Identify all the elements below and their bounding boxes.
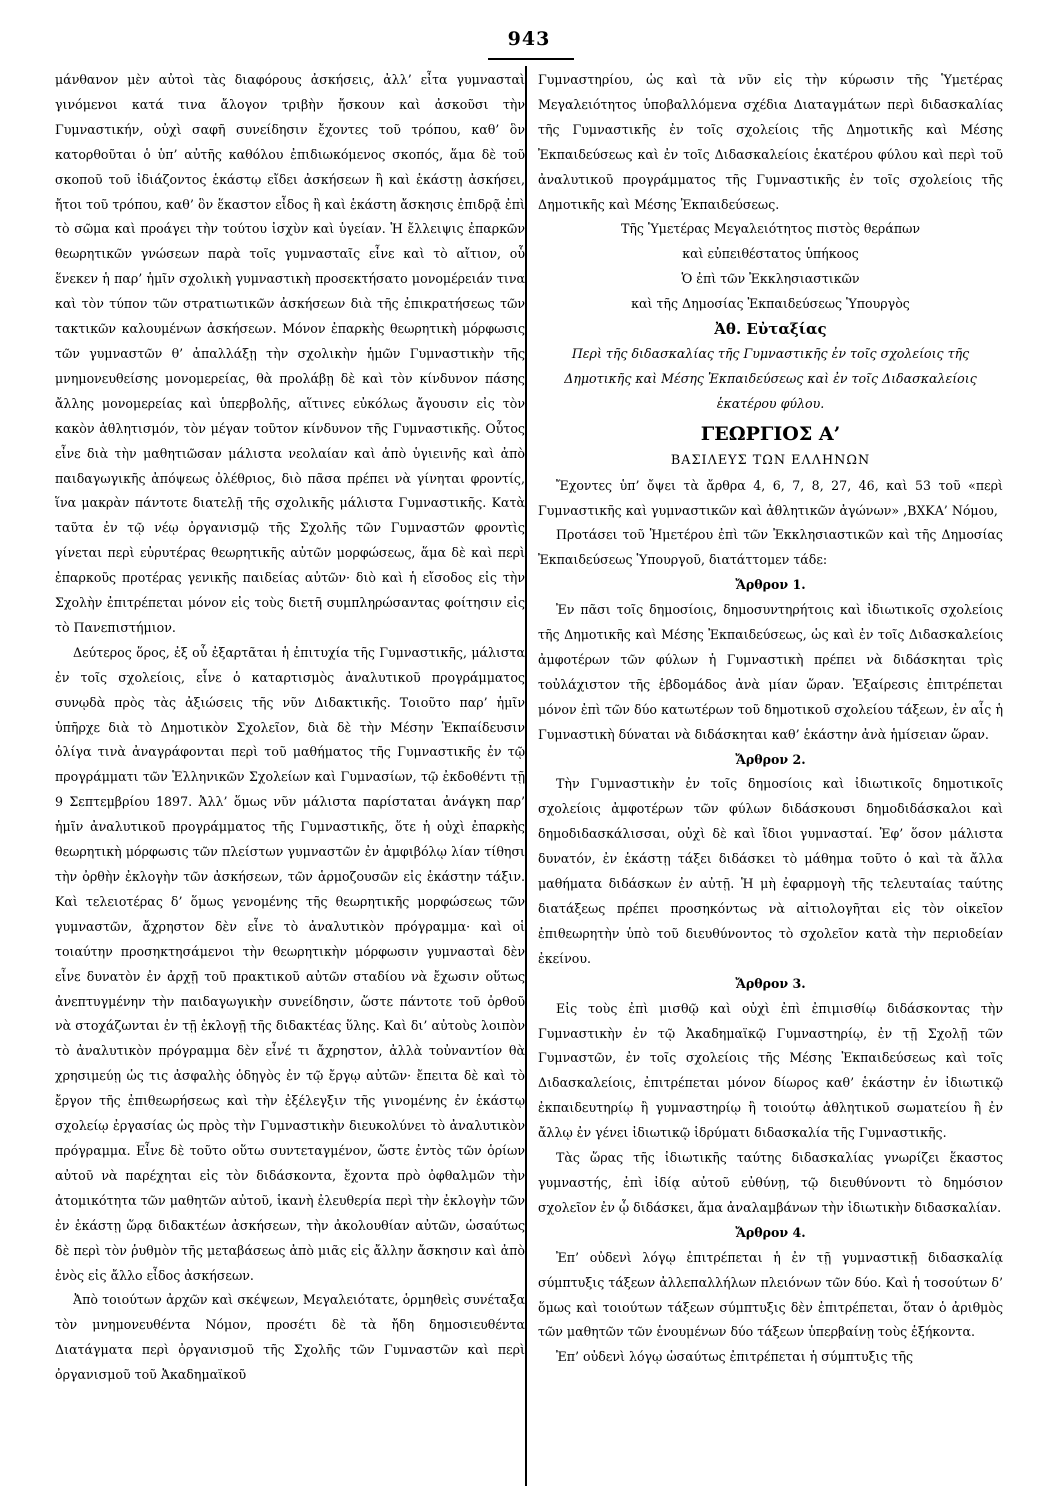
article-4-text-2: Ἐπ’ οὐδενὶ λόγῳ ὡσαύτως ἐπιτρέπεται ἡ σύμπτυξις τῆς [556, 1349, 914, 1365]
signature-line-3: Ὁ ἐπὶ τῶν Ἐκκλησιαστικῶν [681, 271, 860, 287]
page-number-rule [488, 58, 574, 60]
king-heading: ΓΕΩΡΓΙΟΣ Α’ [700, 422, 841, 445]
page-number: 943 [507, 28, 551, 50]
report-conclusion: Γυμναστηρίου, ὡς καὶ τὰ νῦν εἰς τὴν κύρωσιν τῆς Ὑμετέρας Μεγαλειότητος ὑποβαλλόμενα σχέδια Διαταγμάτων περὶ διδασκαλίας τῆς Γυμναστικῆς ἐν τοῖς σχολείοις τῆς Δημοτικῆς καὶ Μέσης Ἐκπαιδεύσεως καὶ ἐν τοῖς Διδασκαλείοις ἑκατέρου φύλου καὶ περὶ τοῦ ἀναλυτικοῦ προγράμματος τῆς Γυμναστικῆς ἐν τοῖς σχολείοις τῆς Δημοτικῆς καὶ Μέσης Ἐκπαιδεύσεως. [538, 72, 1003, 212]
left-paragraph-1: μάνθανον μὲν αὐτοὶ τὰς διαφόρους ἀσκήσεις, ἀλλ’ εἶτα γυμνασταὶ γινόμενοι κατά τινα ἄλογον τριβὴν ἤσκουν καὶ ἀσκοῦσι τὴν Γυμναστικήν, οὐχὶ σαφῆ συνείδησιν ἔχοντες τοῦ τρόπου, καθ’ ὃν κατορθοῦται ὁ ὑπ’ αὐτῆς καθόλου ἐπιδιωκόμενος σκοπός, ἅμα δὲ τοῦ σκοποῦ τοῦ ἰδιάζοντος ἑκάστῳ εἴδει ἀσκήσεων ἢ καὶ ἑκάστῃ ἀσκήσει, ἤτοι τοῦ τρόπου, καθ’ ὃν ἕκαστον εἶδος ἢ καὶ ἑκάστη ἄσκησις ἐπιδρᾷ ἐπὶ τὸ σῶμα καὶ προάγει τὴν τούτου ἰσχὺν καὶ ὑγείαν. Ἡ ἔλλειψις ἐπαρκῶν θεωρητικῶν γνώσεων παρὰ τοῖς γυμνασταῖς εἶνε καὶ τὸ αἴτιον, οὗ ἕνεκεν ἡ παρ’ ἡμῖν σχολικὴ γυμναστικὴ προσεκτήσατο μονομέρειάν τινα καὶ τὸν τύπον τῶν στρατιωτικῶν ἀσκήσεων διὰ τῆς ἐπικρατήσεως τῶν τακτικῶν καλουμένων ἀσκήσεων. Μόνον ἐπαρκὴς θεωρητικὴ μόρφωσις τῶν γυμναστῶν θ’ ἀπαλλάξῃ τὴν σχολικὴν ἡμῶν Γυμναστικὴν τῆς μνημονευθείσης μονομερείας, θὰ προλάβῃ δὲ καὶ τὸν κίνδυνον πάσης ἄλλης μονομερείας καὶ ὑπερβολῆς, αἵτινες εὐκόλως ἄγουσιν εἰς τὸν κακὸν ἀθλητισμόν, τὸν μέγαν τοῦτον κίνδυνον τῆς Γυμναστικῆς. Οὗτος εἶνε διὰ τὴν μαθητιῶσαν μάλιστα νεολαίαν καὶ ἀπὸ ὑγιεινῆς καὶ ἀπὸ παιδαγωγικῆς ἀπόψεως ὀλέθριος, διὸ πᾶσα πρέπει νὰ γίνηται φροντίς, ἵνα μακρὰν πάντοτε διατελῇ τῆς σχολικῆς μάλιστα Γυμναστικῆς. Κατὰ ταῦτα ἐν τῷ νέῳ ὀργανισμῷ τῆς Σχολῆς τῶν Γυμναστῶν φροντὶς γίνεται περὶ εὐρυτέρας θεωρητικῆς αὐτῶν μορφώσεως, ἅμα δὲ καὶ περὶ ἐπαρκοῦς προτέρας γενικῆς παιδείας αὐτῶν· διὸ καὶ ἡ εἴσοδος εἰς τὴν Σχολὴν ἐπιτρέπεται μόνον εἰς τοὺς διετῆ συμπληρώσαντας φοίτησιν εἰς τὸ Πανεπιστήμιον. [55, 72, 525, 635]
preamble-1: Ἔχοντες ὑπ’ ὄψει τὰ ἄρθρα 4, 6, 7, 8, 27, 46, καὶ 53 τοῦ «περὶ Γυμναστικῆς καὶ γυμναστικῶν καὶ ἀθλητικῶν ἀγώνων» ,ΒΧΚΑ’ Νόμου, [538, 477, 1003, 518]
article-2-text: Τὴν Γυμναστικὴν ἐν τοῖς δημοσίοις καὶ ἰδιωτικοῖς δημοτικοῖς σχολείοις ἀμφοτέρων τῶν φύλων διδάσκουσι δημοδιδάσκαλοι καὶ δημοδιδασκάλισσαι, οὐχὶ δὲ καὶ ἴδιοι γυμνασταί. Ἐφ’ ὅσον μάλιστα δυνατόν, ἐν ἑκάστῃ τάξει διδάσκει τὸ μάθημα τοῦτο ὁ καὶ τὰ ἄλλα μαθήματα διδάσκων ἐν αὐτῇ. Ἡ μὴ ἐφαρμογὴ τῆς τελευταίας ταύτης διατάξεως πρέπει προσηκόντως νὰ αἰτιολογῆται εἰς τὸν οἰκεῖον ἐπιθεωρητὴν ὑπὸ τοῦ διευθύνοντος τὸ σχολεῖον κατὰ τὴν περιοδείαν ἐκείνου. [538, 776, 1003, 966]
signature-line-1: Τῆς Ὑμετέρας Μεγαλειότητος πιστὸς θεράπων [620, 221, 921, 237]
right-column [538, 68, 1003, 1370]
left-column [55, 68, 525, 1388]
signature-line-2: καὶ εὐπειθέστατος ὑπήκοος [682, 246, 859, 262]
article-2-heading: Ἄρθρον 2. [735, 751, 806, 767]
left-paragraph-3: Ἀπὸ τοιούτων ἀρχῶν καὶ σκέψεων, Μεγαλειότατε, ὁρμηθεὶς συνέταξα τὸν μνημονευθέντα Νόμον, προσέτι δὲ τὰ ἤδη δημοσιευθέντα Διατάγματα περὶ ὀργανισμοῦ τῆς Σχολῆς τῶν Γυμναστῶν καὶ περὶ ὀργανισμοῦ τοῦ Ἀκαδημαϊκοῦ [55, 1292, 525, 1383]
article-1-heading: Ἄρθρον 1. [735, 577, 806, 593]
signature-line-4: καὶ τῆς Δημοσίας Ἐκπαιδεύσεως Ὑπουργὸς [631, 296, 910, 312]
king-subheading: ΒΑΣΙΛΕΥΣ ΤΩΝ ΕΛΛΗΝΩΝ [670, 452, 871, 468]
column-divider [525, 66, 527, 1486]
article-3-text-1: Εἰς τοὺς ἐπὶ μισθῷ καὶ οὐχὶ ἐπὶ ἐπιμισθίῳ διδάσκοντας τὴν Γυμναστικὴν ἐν τῷ Ἀκαδημαϊκῷ Γυμναστηρίῳ, ἐν τῇ Σχολῇ τῶν Γυμναστῶν, ἐν τοῖς σχολείοις τῆς Μέσης Ἐκπαιδεύσεως καὶ τοῖς Διδασκαλείοις, ἐπιτρέπεται μόνον δίωρος καθ’ ἑκάστην ἐν ἰδιωτικῷ ἐκπαιδευτηρίῳ ἢ γυμναστηρίῳ ἢ τοιούτῳ ἀθλητικοῦ σωματείου ἢ ἐν ἄλλῳ ἐν γένει ἰδιωτικῷ ἱδρύματι διδασκαλία τῆς Γυμναστικῆς. [538, 1000, 1003, 1141]
left-paragraph-2: Δεύτερος ὅρος, ἐξ οὗ ἐξαρτᾶται ἡ ἐπιτυχία τῆς Γυμναστικῆς, μάλιστα ἐν τοῖς σχολείοις, εἶνε ὁ καταρτισμὸς ἀναλυτικοῦ προγράμματος συνῳδὰ πρὸς τὰς ἀξιώσεις τῆς νῦν Διδακτικῆς. Τοιοῦτο παρ’ ἡμῖν ὑπῆρχε διὰ τὸ Δημοτικὸν Σχολεῖον, διὰ δὲ τὴν Μέσην Ἐκπαίδευσιν ὀλίγα τινὰ ἀναγράφονται περὶ τοῦ μαθήματος τῆς Γυμναστικῆς ἐν τῷ προγράμματι τῶν Ἑλληνικῶν Σχολείων καὶ Γυμνασίων, τῷ ἐκδοθέντι τῇ 9 Σεπτεμβρίου 1897. Ἀλλ’ ὅμως νῦν μάλιστα παρίσταται ἀνάγκη παρ’ ἡμῖν ἀναλυτικοῦ προγράμματος τῆς Γυμναστικῆς, ὅτε ἡ οὐχὶ ἐπαρκὴς θεωρητικὴ μόρφωσις τῶν πλείστων γυμναστῶν ἐν ἀμφιβόλῳ λίαν τίθησι τὴν ὀρθὴν ἐκλογὴν τῶν ἀσκήσεων, τῶν ἁρμοζουσῶν εἰς ἑκάστην τάξιν. Καὶ τελειοτέρας δ’ ὅμως γενομένης τῆς θεωρητικῆς μορφώσεως τῶν γυμναστῶν, ἄχρηστον δὲν εἶνε τὸ ἀναλυτικὸν πρόγραμμα· καὶ οἱ τοιαύτην προσηκτησάμενοι τὴν θεωρητικὴν μόρφωσιν γυμνασταὶ δὲν εἶνε δυνατὸν ἐν ἀρχῇ τοῦ πρακτικοῦ αὐτῶν σταδίου νὰ ἔχωσιν οὕτως ἀνεπτυγμένην τὴν παιδαγωγικὴν συνείδησιν, ὥστε πάντοτε τοῦ ὀρθοῦ νὰ στοχάζωνται ἐν τῇ ἐκλογῇ τῆς διδακτέας ὕλης. Καὶ δι’ αὐτοὺς λοιπὸν τὸ ἀναλυτικὸν πρόγραμμα δὲν εἶνέ τι ἄχρηστον, ἀλλὰ τοὐναντίον θὰ χρησιμεύῃ ὡς τις ἀσφαλὴς ὁδηγὸς ἐν τῷ ἔργῳ αὐτῶν· ἔπειτα δὲ καὶ τὸ ἔργον τῆς ἐπιθεωρήσεως καὶ τὴν ἐξέλεγξιν τῆς γινομένης ἐν ἑκάστῳ σχολείῳ ἐργασίας ὡς πρὸς τὴν Γυμναστικὴν διευκολύνει τὸ ἀναλυτικὸν πρόγραμμα. Εἶνε δὲ τοῦτο οὕτω συντεταγμένον, ὥστε ἐντὸς τῶν ὁρίων αὐτοῦ νὰ παρέχηται εἰς τὸν διδάσκοντα, ἔχοντα πρὸ ὀφθαλμῶν τὴν ἀτομικότητα τῶν μαθητῶν αὐτοῦ, ἱκανὴ ἐλευθερία περὶ τὴν ἐκλογὴν τῶν ἐν ἑκάστῃ ὥρᾳ διδακτέων ἀσκήσεων, τὴν ἀκολουθίαν αὐτῶν, ὡσαύτως δὲ περὶ τὸν ῥυθμὸν τῆς μεταβάσεως ἀπὸ μιᾶς εἰς ἄλλην ἄσκησιν καὶ ἀπὸ ἑνὸς εἰς ἄλλο εἶδος ἀσκήσεων. [55, 644, 525, 1283]
article-3-text-2: Τὰς ὥρας τῆς ἰδιωτικῆς ταύτης διδασκαλίας γνωρίζει ἕκαστος γυμναστής, ἐπὶ ἰδίᾳ αὐτοῦ εὐθύνῃ, τῷ διευθύνοντι τὸ δημόσιον σχολεῖον ἐν ᾧ διδάσκει, ἅμα ἀναλαμβάνων τὴν ἰδιωτικὴν διδασκαλίαν. [538, 1150, 1003, 1215]
decree-title: Περὶ τῆς διδασκαλίας τῆς Γυμναστικῆς ἐν τοῖς σχολείοις τῆς Δημοτικῆς καὶ Μέσης Ἐκπαιδεύσεως καὶ ἐν τοῖς Διδασκαλείοις ἑκατέρου φύλου. [564, 345, 977, 411]
preamble-2: Προτάσει τοῦ Ἡμετέρου ἐπὶ τῶν Ἐκκλησιαστικῶν καὶ τῆς Δημοσίας Ἐκπαιδεύσεως Ὑπουργοῦ, διατάττομεν τάδε: [538, 527, 1003, 568]
article-4-text-1: Ἐπ’ οὐδενὶ λόγῳ ἐπιτρέπεται ἡ ἐν τῇ γυμναστικῇ διδασκαλίᾳ σύμπτυξις τάξεων ἀλλεπαλλήλων πλειόνων τῶν δύο. Καὶ ἡ τοσούτων δ’ ὅμως καὶ τοιούτων τάξεων σύμπτυξις δὲν ἐπιτρέπεται, ὅταν ὁ ἀριθμὸς τῶν μαθητῶν τῶν ἑνουμένων δύο τάξεων ὑπερβαίνῃ τοὺς ἑξήκοντα. [538, 1249, 1003, 1340]
article-3-heading: Ἄρθρον 3. [735, 975, 806, 991]
article-4-heading: Ἄρθρον 4. [735, 1224, 806, 1240]
minister-name: Ἀθ. Εὐταξίας [714, 320, 827, 339]
signature-block [538, 217, 1003, 342]
article-1-text: Ἐν πᾶσι τοῖς δημοσίοις, δημοσυντηρήτοις καὶ ἰδιωτικοῖς σχολείοις τῆς Δημοτικῆς καὶ Μέσης Ἐκπαιδεύσεως, ὡς καὶ ἐν τοῖς Διδασκαλείοις ἀμφοτέρων τῶν φύλων ἡ Γυμναστικὴ πρέπει νὰ διδάσκηται τρὶς τοὐλάχιστον τῆς ἑβδομάδος ἀνὰ μίαν ὥραν. Ἐξαίρεσις ἐπιτρέπεται μόνον ἐπὶ τῶν δύο κατωτέρων τοῦ δημοτικοῦ σχολείου τάξεων, ἐν αἷς ἡ Γυμναστικὴ δύναται νὰ διδάσκηται καθ’ ἑκάστην ἀνὰ ἡμίσειαν ὥραν. [538, 602, 1003, 742]
